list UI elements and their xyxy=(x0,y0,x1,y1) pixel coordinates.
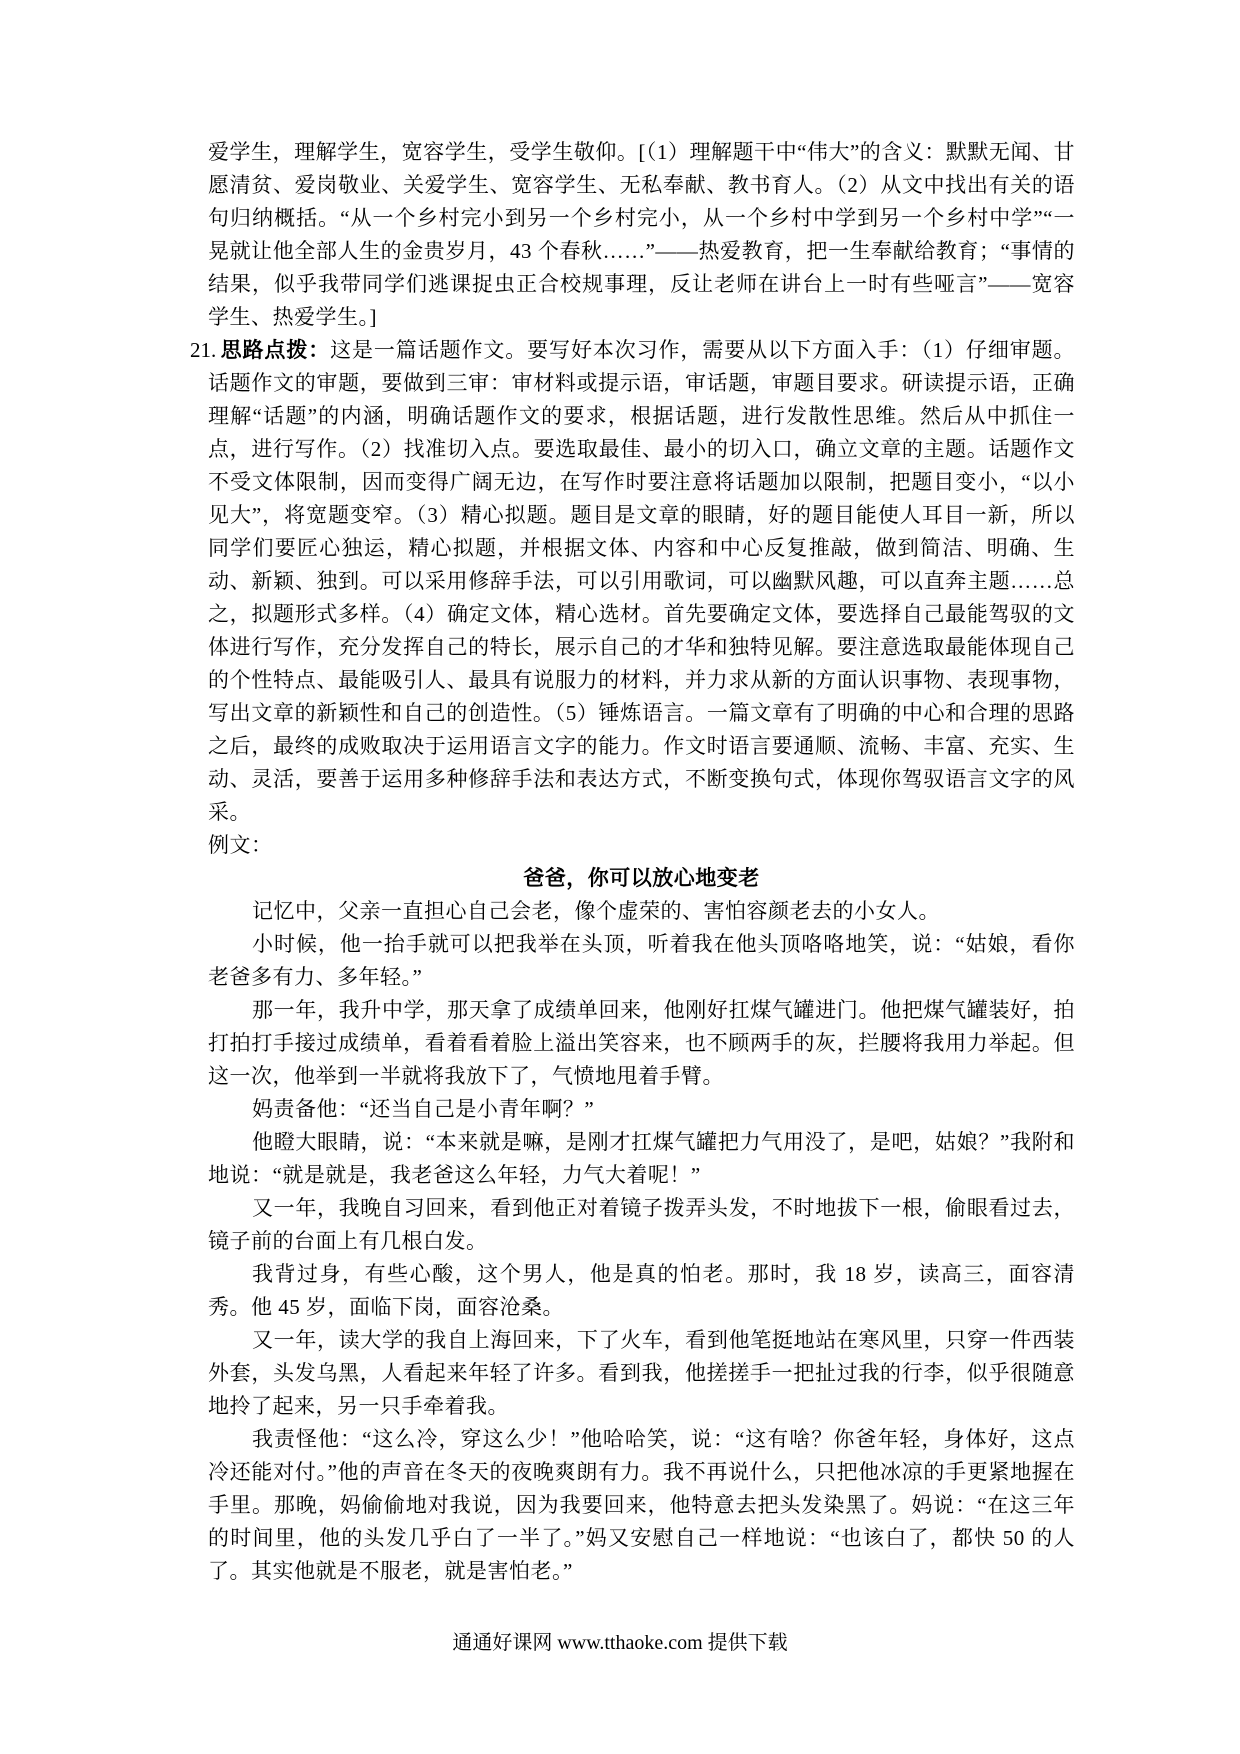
answer-continuation-text: 爱学生，理解学生，宽容学生，受学生敬仰。[（1）理解题干中“伟大”的含义：默默无闻、甘愿清贫、爱岗敬业、关爱学生、宽容学生、无私奉献、教书育人。（2）从文中找出有关的语句归纳概括。“从一个乡村完小到另一个乡村完小，从一个乡村中学到另一个乡村中学”“一晃就让他全部人生的金贵岁月，43 个春秋……”——热爱教育，把一生奉献给教育；“事情的结果，似乎我带同学们逃课捉虫正合校规事理，反让老师在讲台上一时有些哑言”——宽容学生、热爱学生。] xyxy=(208,140,1075,329)
item-21-body: 这是一篇话题作文。要写好本次习作，需要从以下方面入手：（1）仔细审题。话题作文的审题，要做到三审：审材料或提示语，审话题，审题目要求。研读提示语，正确理解“话题”的内涵，明确话题作文的要求，根据话题，进行发散性思维。然后从中抓住一点，进行写作。（2）找准切入点。要选取最佳、最小的切入口，确立文章的主题。话题作文不受文体限制，因而变得广阔无边，在写作时要注意将话题加以限制，把题目变小，“以小见大”，将宽题变窄。（3）精心拟题。题目是文章的眼睛，好的题目能使人耳目一新，所以同学们要匠心独运，精心拟题，并根据文体、内容和中心反复推敲，做到简洁、明确、生动、新颖、独到。可以采用修辞手法，可以引用歌词，可以幽默风趣，可以直奔主题……总之，拟题形式多样。（4）确定文体，精心选材。首先要确定文体，要选择自己最能驾驭的文体进行写作，充分发挥自己的特长，展示自己的才华和独特见解。要注意选取最能体现自己的个性特点、最能吸引人、最具有说服力的材料，并力求从新的方面认识事物、表现事物，写出文章的新颖性和自己的创造性。（5）锤炼语言。一篇文章有了明确的中心和合理的思路之后，最终的成败取决于运用语言文字的能力。作文时语言要通顺、流畅、丰富、充实、生动、灵活，要善于运用多种修辞手法和表达方式，不断变换句式，体现你驾驭语言文字的风采。 xyxy=(208,338,1076,824)
footer-download-text: 通通好课网 www.tthaoke.com 提供下载 xyxy=(452,1632,788,1654)
essay-paragraph: 记忆中，父亲一直担心自己会老，像个虚荣的、害怕容颜老去的小女人。 xyxy=(252,899,940,923)
essay-paragraph: 他瞪大眼睛，说：“本来就是嘛，是刚才扛煤气罐把力气用没了，是吧，姑娘？”我附和地说：“就是就是，我老爸这么年轻，力气大着呢！” xyxy=(208,1130,1075,1187)
item-21-number: 21. xyxy=(190,338,217,362)
essay-paragraph: 那一年，我升中学，那天拿了成绩单回来，他刚好扛煤气罐进门。他把煤气罐装好，拍打拍打手接过成绩单，看着看着脸上溢出笑容来，也不顾两手的灰，拦腰将我用力举起。但这一次，他举到一半就将我放下了，气愤地甩着手臂。 xyxy=(208,998,1075,1088)
essay-paragraph: 又一年，我晚自习回来，看到他正对着镜子拨弄头发，不时地拔下一根，偷眼看过去，镜子前的台面上有几根白发。 xyxy=(208,1196,1075,1253)
document-body xyxy=(190,136,1076,1588)
essay-title: 爸爸，你可以放心地变老 xyxy=(523,866,760,890)
example-intro-label: 例文： xyxy=(208,833,273,857)
essay-paragraph: 小时候，他一抬手就可以把我举在头顶，听着我在他头顶咯咯地笑，说：“姑娘，看你老爸多有力、多年轻。” xyxy=(208,932,1075,989)
item-21 xyxy=(190,334,1076,829)
essay-paragraph: 我背过身，有些心酸，这个男人，他是真的怕老。那时，我 18 岁，读高三，面容清秀。他 45 岁，面临下岗，面容沧桑。 xyxy=(208,1262,1075,1319)
essay-paragraph: 又一年，读大学的我自上海回来，下了火车，看到他笔挺地站在寒风里，只穿一件西装外套，头发乌黑，人看起来年轻了许多。看到我，他搓搓手一把扯过我的行李，似乎很随意地拎了起来，另一只手牵着我。 xyxy=(208,1328,1075,1418)
essay-paragraph: 妈责备他：“还当自己是小青年啊？” xyxy=(252,1097,595,1121)
essay-paragraph: 我责怪他：“这么冷，穿这么少！”他哈哈笑，说：“这有啥？你爸年轻，身体好，这点冷还能对付。”他的声音在冬天的夜晚爽朗有力。我不再说什么，只把他冰凉的手更紧地握在手里。那晚，妈偷偷地对我说，因为我要回来，他特意去把头发染黑了。妈说：“在这三年的时间里，他的头发几乎白了一半了。”妈又安慰自己一样地说：“也该白了，都快 50 的人了。其实他就是不服老，就是害怕老。” xyxy=(208,1427,1075,1583)
item-21-label: 思路点拨： xyxy=(220,338,331,362)
